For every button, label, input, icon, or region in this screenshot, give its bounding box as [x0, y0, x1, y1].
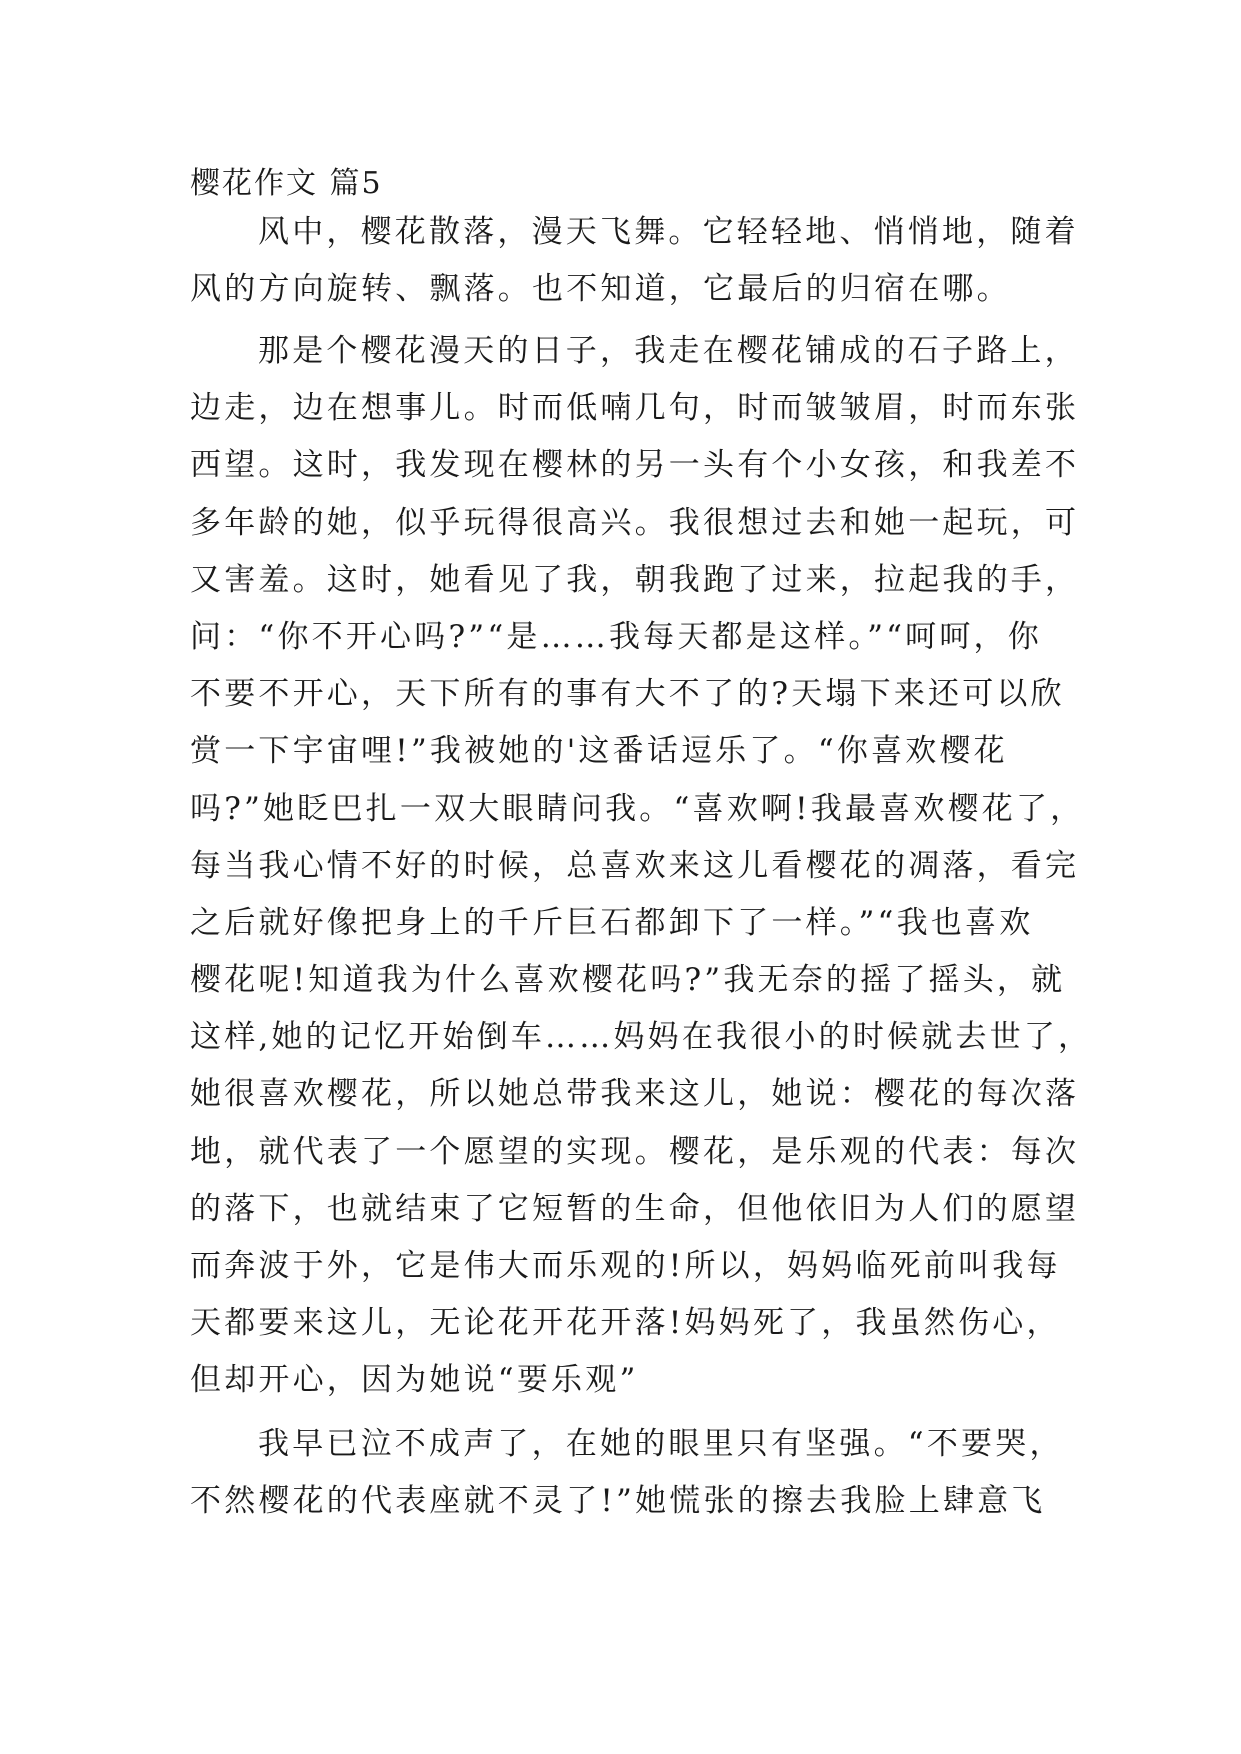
paragraph-1: [190, 204, 1090, 318]
paragraph-line: 吗?”她眨巴扎一双大眼睛问我。“喜欢啊!我最喜欢樱花了，: [190, 790, 1085, 827]
document-title: 樱花作文 篇5: [190, 166, 383, 201]
paragraph-line: 边走，边在想事儿。时而低喃几句，时而皱皱眉，时而东张: [190, 390, 1080, 427]
paragraph-line: 的落下，也就结束了它短暂的生命，但他依旧为人们的愿望: [190, 1190, 1080, 1227]
paragraph-line: 那是个樱花漫天的日子，我走在樱花铺成的石子路上，: [258, 333, 1079, 369]
paragraph-line: 而奔波于外，它是伟大而乐观的!所以，妈妈临死前叫我每: [190, 1248, 1061, 1284]
paragraph-line: 又害羞。这时，她看见了我，朝我跑了过来，拉起我的手，: [190, 561, 1080, 598]
paragraph-line: 这样,她的记忆开始倒车……妈妈在我很小的时候就去世了，: [190, 1019, 1093, 1056]
paragraph-line: 赏一下宇宙哩!”我被她的'这番话逗乐了。“你喜欢樱花: [190, 733, 1008, 770]
paragraph-line: 西望。这时，我发现在樱林的另一头有个小女孩，和我差不: [190, 447, 1080, 484]
paragraph-line: 我早已泣不成声了，在她的眼里只有坚强。“不要哭，: [258, 1426, 1064, 1462]
paragraph-line: 风中，樱花散落，漫天飞舞。它轻轻地、悄悄地，随着: [258, 214, 1079, 250]
paragraph-line: 樱花呢!知道我为什么喜欢樱花吗?”我无奈的摇了摇头，就: [190, 962, 1066, 999]
paragraph-line: 问：“你不开心吗?”“是……我每天都是这样。”“呵呵，你: [190, 618, 1042, 655]
paragraph-line: 不要不开心，天下所有的事有大不了的?天塌下来还可以欣: [190, 676, 1065, 713]
paragraph-line: 她很喜欢樱花，所以她总带我来这儿，她说：樱花的每次落: [190, 1076, 1080, 1113]
paragraph-line: 多年龄的她，似乎玩得很高兴。我很想过去和她一起玩，可: [190, 504, 1080, 541]
paragraph-line: 每当我心情不好的时候，总喜欢来这儿看樱花的凋落，看完: [190, 847, 1080, 884]
paragraph-line: 但却开心，因为她说“要乐观”: [190, 1362, 639, 1399]
paragraph-3: [190, 1416, 1090, 1530]
paragraph-line: 天都要来这儿，无论花开花开落!妈妈死了，我虽然伤心，: [190, 1305, 1061, 1342]
paragraph-line: 风的方向旋转、飘落。也不知道，它最后的归宿在哪。: [190, 271, 1011, 308]
paragraph-line: 之后就好像把身上的千斤巨石都卸下了一样。”“我也喜欢: [190, 904, 1034, 941]
paragraph-line: 不然樱花的代表座就不灵了!”她慌张的擦去我脸上肆意飞: [190, 1483, 1046, 1520]
paragraph-2: [190, 323, 1093, 1410]
paragraph-line: 地，就代表了一个愿望的实现。樱花，是乐观的代表：每次: [190, 1133, 1080, 1170]
